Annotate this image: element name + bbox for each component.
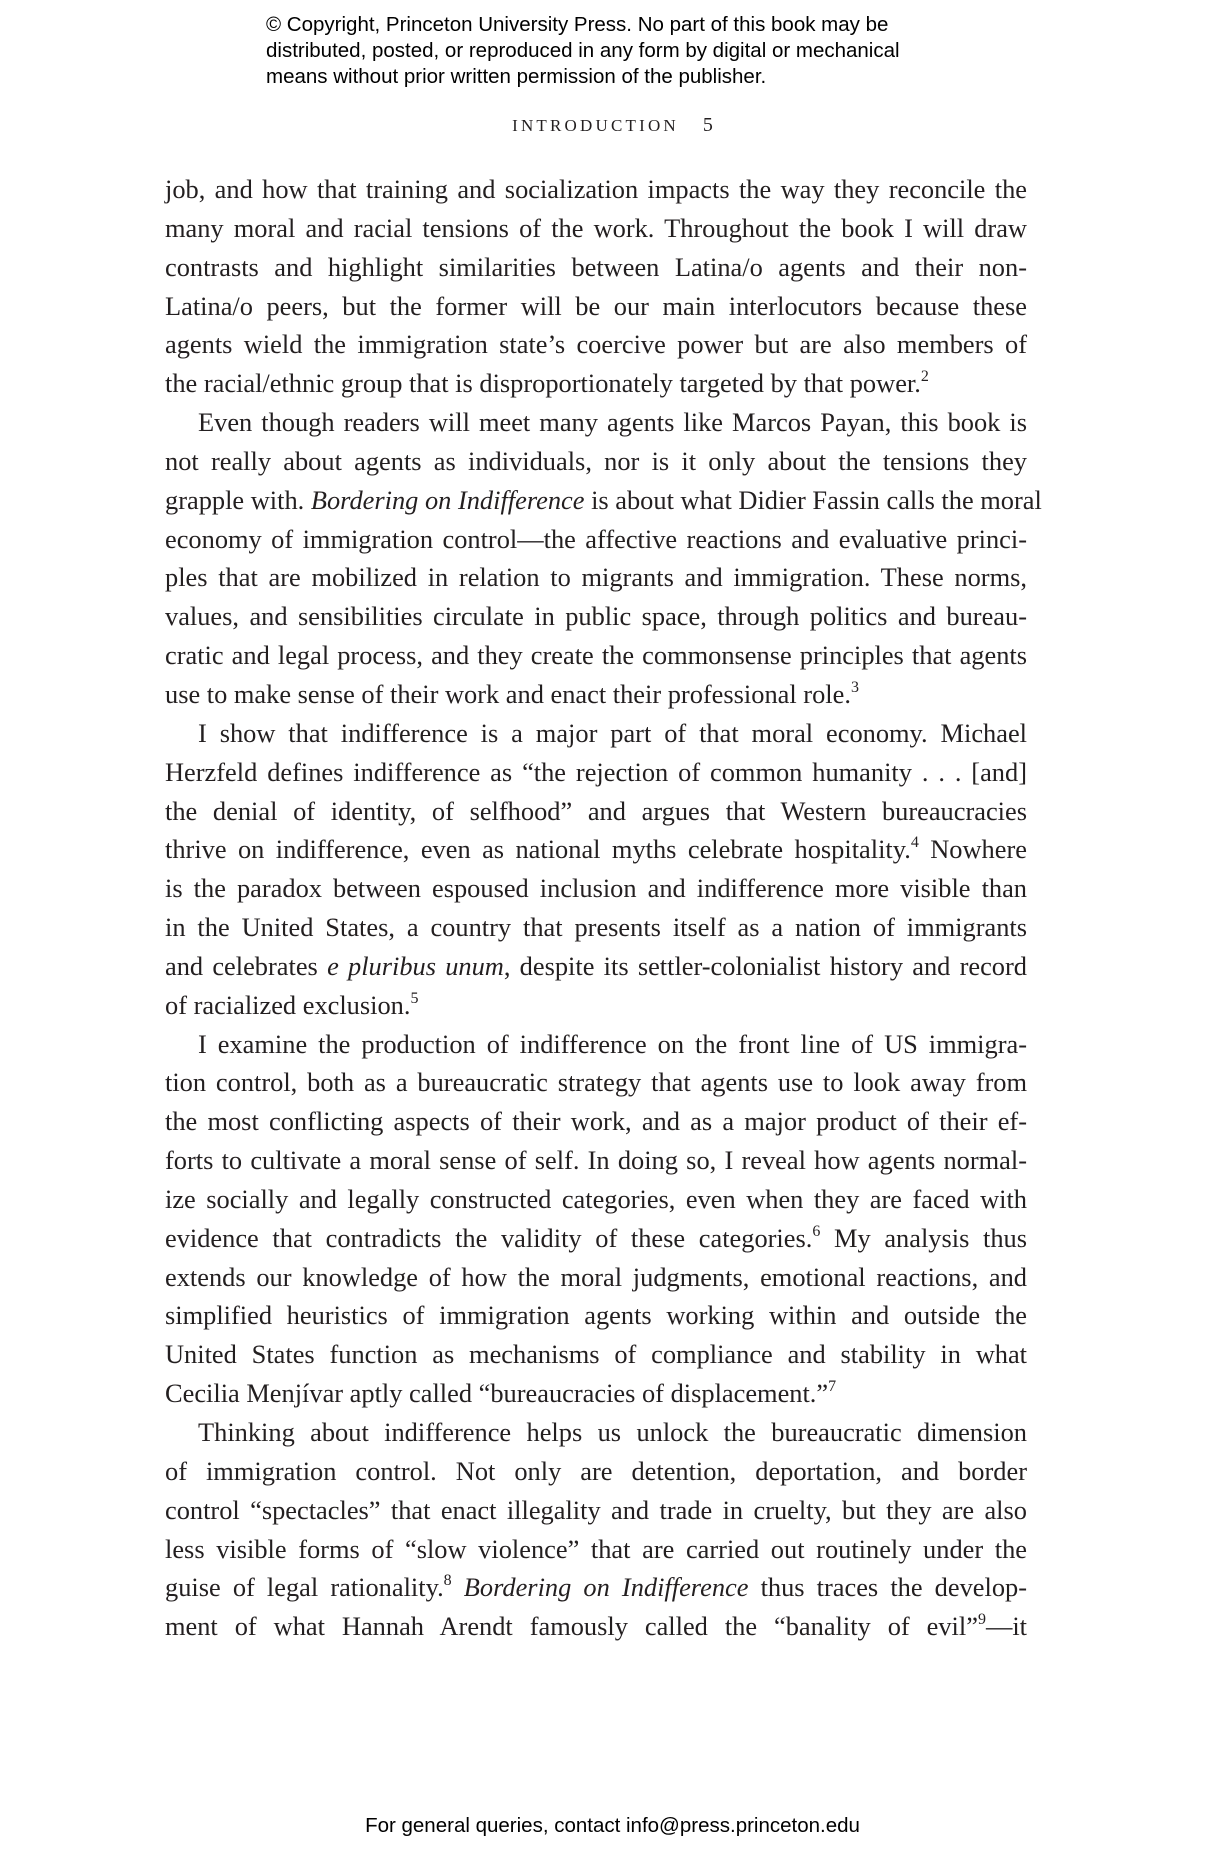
book-title-italic: Bordering on Indifference	[310, 484, 585, 515]
text-line: Even though readers will meet many agents like Marcos Payan, this book is	[198, 407, 1027, 438]
book-title-italic: Bordering on Indifference	[463, 1572, 749, 1603]
chapter-title: INTRODUCTION	[512, 116, 679, 135]
text-line: contrasts and highlight similarities between Latina/o agents and their non-	[165, 251, 1027, 282]
text-line	[165, 830, 1027, 869]
paragraph-4	[165, 1025, 1027, 1413]
text-line: control “spectacles” that enact illegality and trade in cruelty, but they are also	[165, 1494, 1027, 1525]
text-line: I examine the production of indifference on the front line of US immigra-	[198, 1028, 1027, 1059]
paragraph-5	[165, 1413, 1027, 1646]
text-segment: the racial/ethnic group that is disproportionately targeted by that power.	[165, 368, 921, 399]
text-line	[165, 986, 1027, 1025]
text-line: many moral and racial tensions of the work. Throughout the book I will draw	[165, 212, 1027, 243]
copyright-notice	[266, 12, 1026, 90]
text-line: United States function as mechanisms of compliance and stability in what	[165, 1339, 1027, 1370]
footnote-marker: 5	[410, 989, 419, 1007]
text-line: ples that are mobilized in relation to migrants and immigration. These norms,	[165, 562, 1027, 593]
paragraph-2	[165, 403, 1042, 714]
text-segment: guise of legal rationality.	[165, 1572, 444, 1603]
footnote-marker: 6	[812, 1222, 821, 1240]
text-segment: —it	[985, 1611, 1027, 1642]
text-line: in the United States, a country that presents itself as a nation of immigrants	[165, 912, 1027, 943]
text-segment: and celebrates	[165, 950, 318, 981]
text-line: extends our knowledge of how the moral judgments, emotional reactions, and	[165, 1261, 1027, 1292]
footer-contact: For general queries, contact info@press.princeton.edu	[365, 1814, 860, 1837]
copyright-line: distributed, posted, or reproduced in any form by digital or mechanical	[266, 39, 900, 62]
text-segment: , despite its settler-colonialist history and record	[503, 950, 1027, 981]
text-line: I show that indifference is a major part of that moral economy. Michael	[198, 717, 1027, 748]
text-segment: Cecilia Menjívar aptly called “bureaucracies of displacement.”	[165, 1378, 829, 1409]
footnote-marker: 3	[850, 678, 859, 696]
paragraph-3	[165, 714, 1027, 1025]
page-number: 5	[702, 114, 713, 136]
footnote-marker: 9	[977, 1611, 986, 1629]
text-line: job, and how that training and socialization impacts the way they reconcile the	[165, 174, 1027, 204]
text-line: not really about agents as individuals, nor is it only about the tensions they	[165, 445, 1027, 476]
text-line	[165, 481, 1042, 520]
text-line: Thinking about indifference helps us unlock the bureaucratic dimension	[198, 1417, 1027, 1447]
text-segment: My analysis thus	[834, 1222, 1027, 1253]
text-segment: grapple with.	[165, 484, 305, 515]
footnote-marker: 4	[910, 834, 919, 852]
text-line: values, and sensibilities circulate in public space, through politics and bureau-	[165, 601, 1027, 632]
text-line: agents wield the immigration state’s coercive power but are also members of	[165, 329, 1027, 360]
text-line: Latina/o peers, but the former will be our main interlocutors because these	[165, 290, 1027, 321]
text-segment: thus traces the develop-	[760, 1572, 1027, 1603]
text-line	[165, 364, 1027, 403]
running-head	[0, 114, 1225, 137]
text-segment: of racialized exclusion.	[165, 989, 411, 1020]
text-line	[165, 1374, 1027, 1413]
text-line: ize socially and legally constructed categories, even when they are faced with	[165, 1183, 1027, 1214]
body-text	[165, 170, 1042, 1646]
text-line: tion control, both as a bureaucratic strategy that agents use to look away from	[165, 1067, 1027, 1098]
text-line: cratic and legal process, and they create the commonsense principles that agents	[165, 640, 1027, 671]
text-line: forts to cultivate a moral sense of self. In doing so, I reveal how agents normal-	[165, 1145, 1027, 1176]
text-line	[165, 1219, 1027, 1258]
text-line: Herzfeld defines indifference as “the rejection of common humanity . . . [and]	[165, 756, 1027, 787]
copyright-line: © Copyright, Princeton University Press. No part of this book may be	[266, 13, 889, 36]
latin-phrase-italic: e pluribus unum	[327, 950, 504, 981]
paragraph-1	[165, 170, 1027, 403]
text-line	[165, 1568, 1027, 1607]
text-line: economy of immigration control—the affective reactions and evaluative princi-	[165, 523, 1027, 554]
text-line: the most conflicting aspects of their work, and as a major product of their ef-	[165, 1106, 1027, 1137]
text-line: simplified heuristics of immigration agents working within and outside the	[165, 1300, 1027, 1331]
text-line	[165, 675, 1027, 714]
footnote-marker: 2	[920, 368, 929, 386]
text-line: of immigration control. Not only are detention, deportation, and border	[165, 1455, 1027, 1486]
text-segment: evidence that contradicts the validity of these categories.	[165, 1222, 813, 1253]
text-segment: Nowhere	[930, 834, 1027, 865]
text-segment: thrive on indifference, even as national myths celebrate hospitality.	[165, 834, 911, 865]
text-line: less visible forms of “slow violence” that are carried out routinely under the	[165, 1533, 1027, 1564]
copyright-line: means without prior written permission of the publisher.	[266, 65, 767, 88]
text-line	[165, 947, 1027, 986]
footnote-marker: 8	[443, 1572, 452, 1590]
footnote-marker: 7	[828, 1378, 837, 1396]
text-segment: is about what Didier Fassin calls the moral	[591, 484, 1042, 515]
text-line: is the paradox between espoused inclusion and indifference more visible than	[165, 873, 1027, 904]
text-segment: use to make sense of their work and enact their professional role.	[165, 678, 851, 709]
text-line	[165, 1607, 1027, 1646]
text-segment: ment of what Hannah Arendt famously called the “banality of evil”	[165, 1611, 978, 1642]
text-line: the denial of identity, of selfhood” and argues that Western bureaucracies	[165, 795, 1027, 826]
